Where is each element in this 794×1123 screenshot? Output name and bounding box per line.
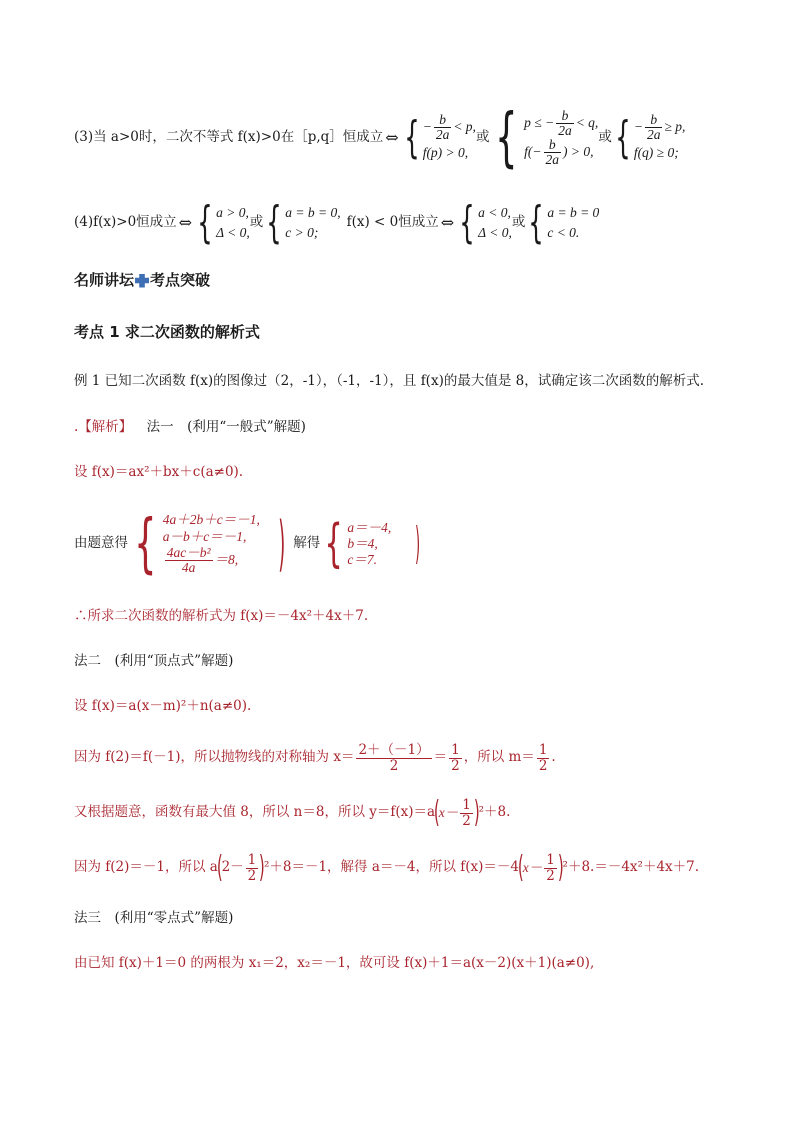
m3-line: 由已知 f(x)＋1＝0 的两根为 x₁＝2，x₂＝－1，故可设 f(x)＋1＝a(x－2)(x＋1)(a≠0), [74,955,595,971]
brace-icon: { [615,112,631,163]
cond3-system-3: − $\frac{b}{2a}$ ≥ p, f(q) ≥ 0; [633,112,686,160]
cond4-mid: f(x) < 0恒成立 [346,214,439,231]
section-heading: 名师讲坛 考点突破 [74,271,211,289]
fraction: $\frac{1}{2}$ [538,742,548,774]
m2-set: 设 f(x)＝a(x－m)²＋n(a≠0). [74,698,252,714]
m2-max-line: 又根据题意，函数有最大值 8，所以 n＝8，所以 y＝f(x)＝a ( x－ $\frac{1}{2}$ ) ²＋8. [74,795,511,830]
cond4-system-4: a = b = 0 c < 0. [547,204,600,240]
iff-symbol: ⇔ [440,213,455,232]
fraction: $\frac{1}{2}$ [462,797,471,829]
cross-icon [135,274,149,288]
m1-results: a＝－4, b＝4, c＝7. [347,519,392,568]
cond3-system-2: p ≤ − $\frac{b}{2a}$ < q, f(− $\frac{b}{2a}$ ) > 0, [524,107,599,168]
m1-solve: 解得 [293,535,321,552]
fraction: $\frac{1}{2}$ [247,852,257,884]
or-word: 或 [598,129,612,146]
fraction: $\frac{1}{2}$ [546,852,555,884]
condition-3 [74,100,685,176]
cond3-system-1: − $\frac{b}{2a}$ < p, f(p) > 0, [422,112,476,160]
m2-solve-line: 因为 f(2)＝－1，所以 a ( 2－ $\frac{1}{2}$ ) ²＋8＝－1，解得 a＝－4，所以 f(x)＝－4 ( x－ $\frac{1}{2}$ ) ²＋8.＝－4x²＋4x＋7. [74,850,700,885]
brace-icon: { [266,197,282,248]
m2-symmetry-line: 因为 f(2)＝f(－1)，所以抛物线的对称轴为 x＝ $\frac{2+(-1)}{2}$ ＝ $\frac{1}{2}$ ，所以 m＝ $\frac{1}{2}$ . [74,742,556,774]
cond4-system-3: a < 0, Δ < 0, [478,204,512,240]
or-word: 或 [475,129,490,146]
right-paren-icon: ) [278,509,286,579]
brace-icon: { [197,197,213,248]
iff-symbol: ⇔ [385,128,399,147]
cond4-system-1: a > 0, Δ < 0, [216,204,250,240]
example-text: 例 1 已知二次函数 f(x)的图像过（2，-1），（-1，-1），且 f(x)的最大值是 8，试确定该二次函数的解析式. [74,373,705,389]
brace-icon: { [324,514,343,574]
m1-set: 设 f(x)＝ax²＋bx＋c(a≠0). [74,464,244,480]
m1-system-line [74,506,426,582]
solution-label: .【解析】 [74,419,133,435]
right-paren-icon: ) [259,850,266,885]
cond4-system-2: a = b = 0, c > 0; [285,204,341,240]
brace-icon: { [403,112,420,163]
m1-from: 由题意得 [74,535,128,552]
left-paren-icon: ( [517,850,524,885]
method-1-title: 法一 (利用“一般式”解题) [146,419,306,435]
or-word: 或 [511,214,526,231]
right-paren-icon: ) [557,850,564,885]
cond3-prefix: (3)当 a>0时，二次不等式 f(x)>0在［p,q］恒成立 [74,129,384,146]
or-word: 或 [249,214,264,231]
left-paren-icon: ( [434,795,440,830]
m1-conclusion: ∴所求二次函数的解析式为 f(x)＝－4x²＋4x＋7. [74,608,369,624]
brace-icon: { [134,507,157,581]
topic-heading: 考点 1 求二次函数的解析式 [74,323,260,341]
right-paren-icon: ) [415,518,421,569]
brace-icon: { [459,197,475,248]
fraction: $\frac{1}{2}$ [451,742,460,774]
left-paren-icon: ( [216,850,223,885]
method-3-title: 法三 (利用“零点式”解题) [74,910,234,926]
brace-icon: { [495,101,518,175]
brace-icon: { [528,197,545,248]
fraction: $\frac{2+(-1)}{2}$ [358,742,430,774]
cond4-prefix: (4)f(x)>0恒成立 [74,214,177,231]
m1-equations: 4a＋2b＋c＝－1, a－b＋c＝－1, $\frac{\text{4ac－b²}}{4a}$ ＝8, [162,512,260,576]
right-paren-icon: ) [473,795,480,830]
solution-header [74,421,306,435]
method-2-title: 法二 (利用“顶点式”解题) [74,653,234,669]
iff-symbol: ⇔ [178,213,193,232]
condition-4 [74,197,600,248]
